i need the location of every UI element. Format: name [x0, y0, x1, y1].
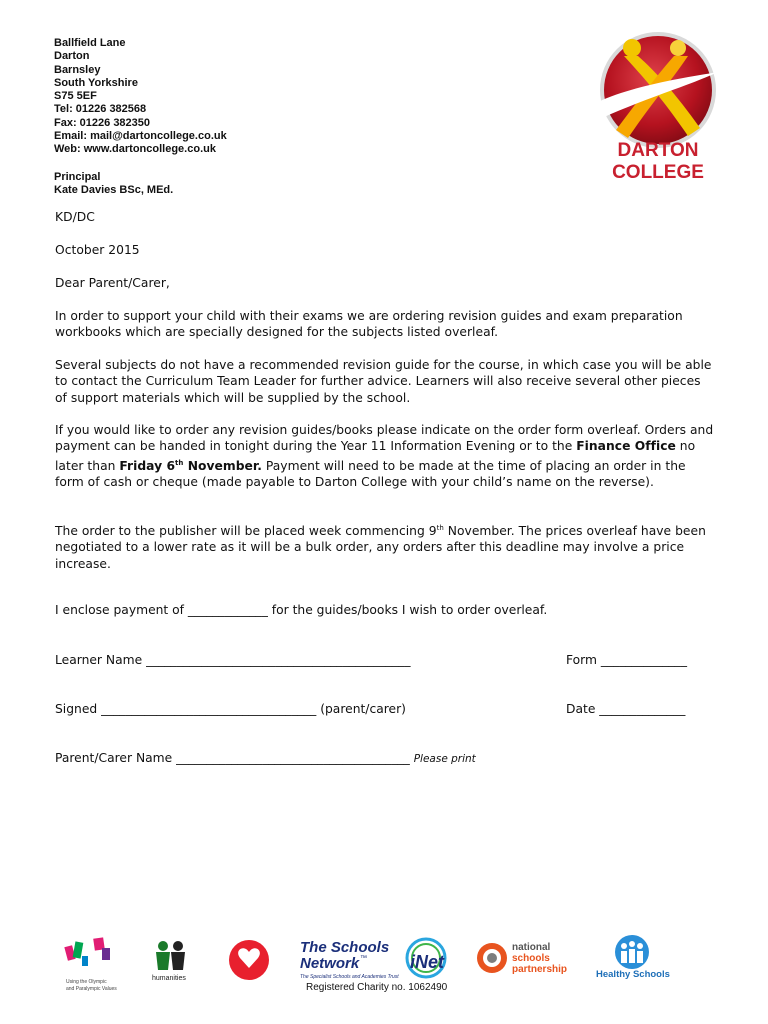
para3-text: Payment will need to be made at the time of placing an order in the form of cash or cheque (made payable to Darton College with your child’s name on the reverse).: [55, 458, 686, 489]
person-icon: [156, 952, 170, 970]
learner-name-field[interactable]: Learner Name ___________________________________________: [55, 653, 411, 667]
inet-text: iNet: [410, 952, 445, 972]
olympic-shape: [73, 941, 84, 958]
national-schools-partnership-logo: [474, 938, 582, 978]
specialist-heart-logo: [226, 934, 272, 986]
principal-name: Kate Davies BSc, MEd.: [54, 184, 174, 197]
deadline-emphasis: [119, 459, 262, 473]
please-print-note: Please print: [413, 753, 476, 765]
olympic-shape: [102, 948, 110, 960]
deadline-month: November.: [183, 458, 262, 473]
trademark-symbol: ™: [360, 955, 367, 962]
nsp-circle-icon: [487, 953, 497, 963]
para4-text: November. The prices overleaf have been negotiated to a lower rate as it will be a bulk order, any orders after this deadline may involve a price increase.: [55, 524, 706, 571]
signed-field[interactable]: Signed ___________________________________ (parent/carer): [55, 702, 406, 716]
address-line: Barnsley: [54, 63, 101, 76]
address-line: Ballfield Lane: [54, 37, 126, 49]
letter-paragraph-2: [55, 357, 715, 406]
logo-figure-head-right: [670, 40, 686, 56]
form-group-field[interactable]: Form ______________: [566, 653, 687, 667]
parent-carer-name-field[interactable]: [55, 751, 476, 765]
letter-paragraph-1: [55, 308, 715, 341]
healthy-schools-label: Healthy Schools: [596, 969, 670, 980]
address-block: [54, 37, 227, 157]
para4-text: The order to the publisher will be placed week commencing 9: [55, 524, 437, 538]
humanities-label: humanities: [152, 975, 186, 982]
person-icon: [637, 943, 643, 949]
para3-text: If you would like to order any revision guides/books please indicate on the order form overleaf. Orders and payment can be handed in tonight during the Year 11 Information Evening or to the: [55, 423, 714, 454]
letter-greeting: Dear Parent/Carer,: [55, 276, 170, 290]
finance-office-emphasis: Finance Office: [576, 439, 676, 454]
person-icon: [173, 941, 183, 951]
inet-logo: [398, 936, 460, 982]
paragraph-text: In order to support your child with their exams we are ordering revision guides and exam preparation workbooks which are specially designed for the subjects listed overleaf.: [55, 309, 683, 340]
person-icon: [629, 941, 635, 947]
olympic-caption: Using the Olympic: [66, 979, 107, 985]
healthy-schools-logo: [594, 934, 674, 982]
nsp-text: schools: [512, 953, 550, 964]
person-icon: [637, 951, 643, 963]
address-line: Web: www.dartoncollege.co.uk: [54, 143, 216, 156]
paragraph-text: Several subjects do not have a recommended revision guide for the course, in which case you will be able to contact the Curriculum Team Leader for further advice. Learners will also receive several other pieces of support materials which will be supplied by the school.: [55, 358, 712, 405]
person-icon: [171, 952, 185, 970]
schools-network-logo: [298, 936, 400, 982]
paragraph-text: [55, 422, 715, 490]
darton-college-logo: [592, 28, 722, 188]
logo-figure-head-left: [623, 39, 641, 57]
address-line: S75 5EF: [54, 90, 97, 103]
olympic-shape: [82, 956, 88, 966]
payment-field[interactable]: I enclose payment of _____________ for the guides/books I wish to order overleaf.: [55, 603, 548, 617]
deadline-day: Friday 6: [119, 458, 176, 473]
address-line: Email: mail@dartoncollege.co.uk: [54, 130, 227, 143]
deadline-suffix: th: [175, 458, 184, 467]
schools-network-subtitle: The Specialist Schools and Academies Trust: [300, 974, 399, 980]
logo-text-darton: DARTON: [617, 140, 699, 161]
nsp-text: national: [512, 942, 551, 953]
nsp-text: partnership: [512, 964, 568, 975]
date-field[interactable]: Date ______________: [566, 702, 686, 716]
para3-text: no later than: [55, 439, 696, 473]
address-line: South Yorkshire: [54, 76, 138, 89]
address-line: Tel: 01226 382568: [54, 103, 147, 116]
letter-paragraph-3: [55, 422, 715, 490]
registered-charity-number: Registered Charity no. 1062490: [306, 982, 448, 993]
person-icon: [158, 941, 168, 951]
principal-block: [54, 171, 173, 198]
parent-carer-name-label: Parent/Carer Name ______________________________________: [55, 751, 410, 765]
logo-text-college: COLLEGE: [612, 162, 704, 183]
schools-network-text: Network: [300, 955, 360, 972]
letter-date: October 2015: [55, 243, 140, 257]
letter-reference: KD/DC: [55, 210, 95, 224]
principal-title: Principal: [54, 171, 101, 183]
letter-paragraph-4: [55, 520, 715, 572]
olympic-values-logo: [64, 936, 134, 992]
person-icon: [629, 949, 635, 963]
olympic-caption: and Paralympic Values: [66, 986, 117, 992]
address-line: Darton: [54, 50, 90, 63]
person-icon: [621, 951, 627, 963]
date-suffix: th: [436, 524, 444, 532]
humanities-logo: [150, 938, 194, 984]
address-line: Fax: 01226 382350: [54, 116, 151, 129]
schools-network-text: The Schools: [300, 939, 390, 956]
person-icon: [621, 943, 627, 949]
paragraph-text: [55, 520, 715, 572]
